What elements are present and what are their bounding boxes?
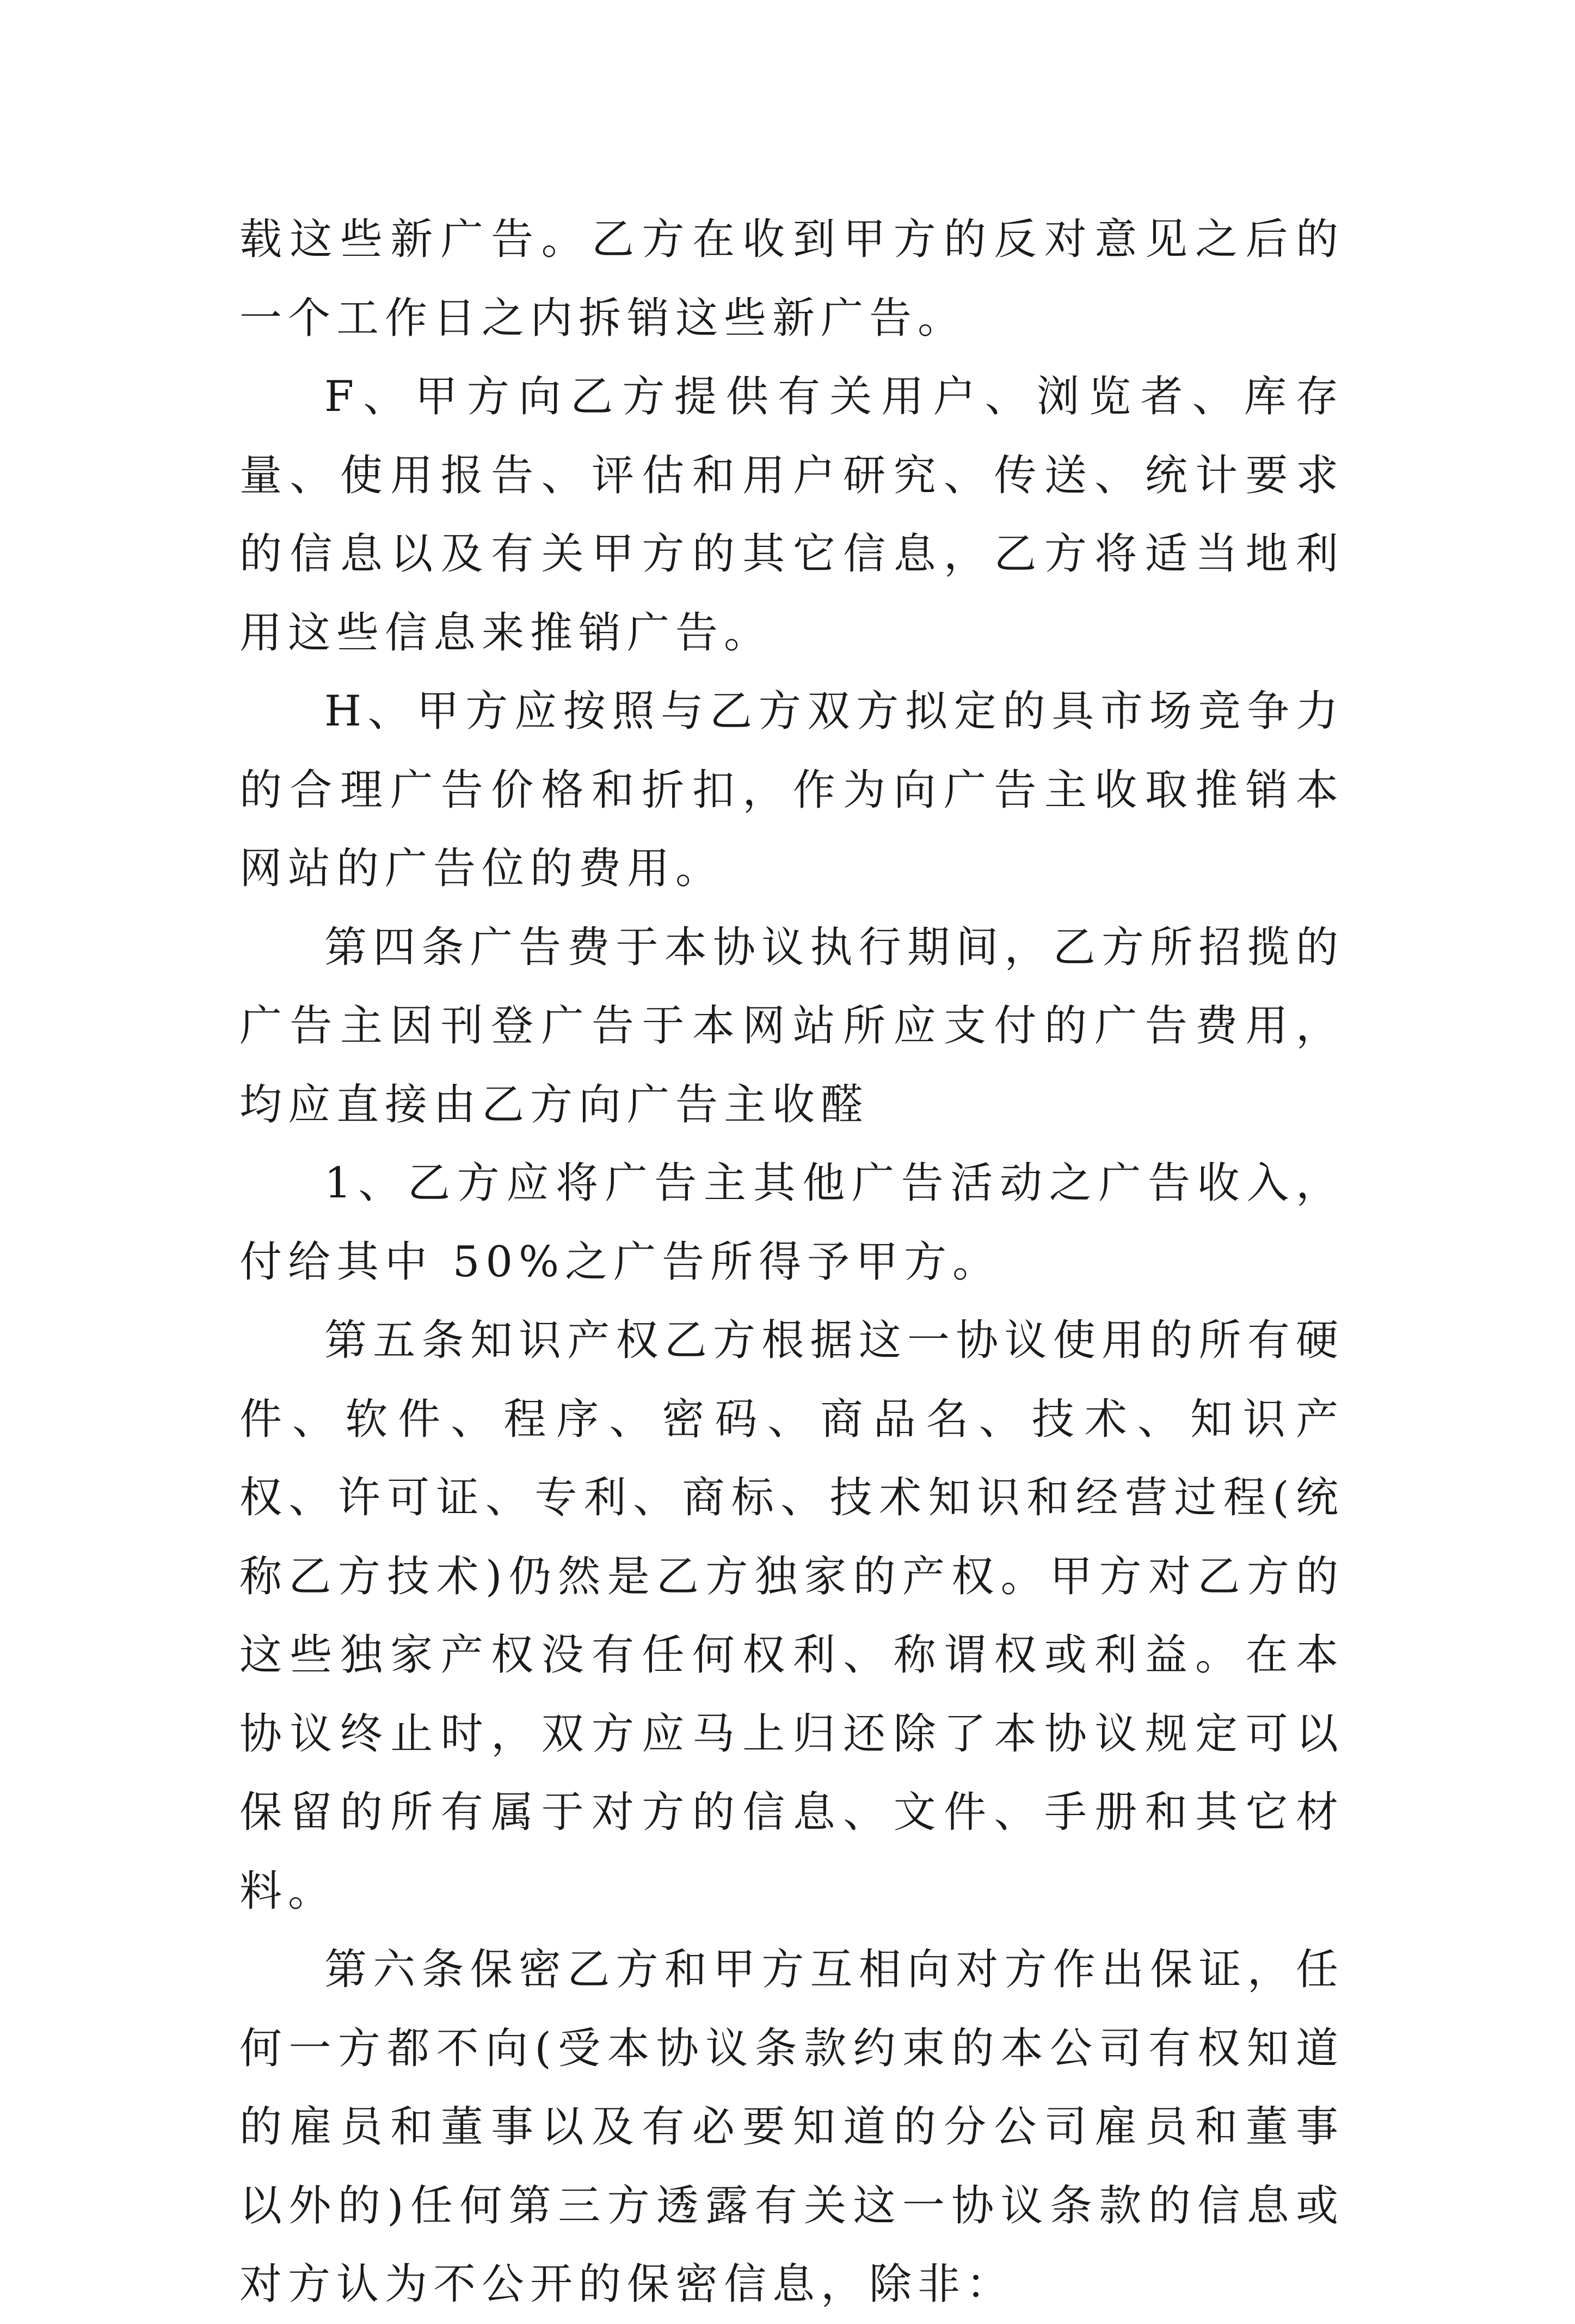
paragraph-article-5: 第五条知识产权乙方根据这一协议使用的所有硬件、软件、程序、密码、商品名、技术、知识产权、许可证、专利、商标、技术知识和经营过程(统称乙方技术)仍然是乙方独家的产权。甲方对乙方的这些独家产权没有任何权利、称谓权或利益。在本协议终止时，双方应马上归还除了本协议规定可以保留的所有属于对方的信息、文件、手册和其它材料。 xyxy=(239,1316,1344,1916)
paragraph-article-4-item-1: 1、乙方应将广告主其他广告活动之广告收入，付给其中 50%之广告所得予甲方。 xyxy=(239,1159,1344,1287)
paragraph-article-4: 第四条广告费于本协议执行期间，乙方所招揽的广告主因刊登广告于本网站所应支付的广告费用，均应直接由乙方向广告主收醛 xyxy=(239,923,1344,1129)
paragraph-article-6: 第六条保密乙方和甲方互相向对方作出保证，任何一方都不向(受本协议条款约束的本公司有权知道的雇员和董事以及有必要知道的分公司雇员和董事以外的)任何第三方透露有关这一协议条款的信息或对方认为不公开的保密信息，除非： xyxy=(239,1945,1344,2309)
paragraph-clause-h: H、甲方应按照与乙方双方拟定的具市场竞争力的合理广告价格和折扣，作为向广告主收取推销本网站的广告位的费用。 xyxy=(239,687,1344,893)
paragraph-clause-f: F、甲方向乙方提供有关用户、浏览者、库存量、使用报告、评估和用户研究、传送、统计要求的信息以及有关甲方的其它信息，乙方将适当地利用这些信息来推销广告。 xyxy=(239,372,1344,657)
paragraph-continuation: 载这些新广告。乙方在收到甲方的反对意见之后的一个工作日之内拆销这些新广告。 xyxy=(239,215,1344,343)
document-body xyxy=(239,200,1344,2324)
